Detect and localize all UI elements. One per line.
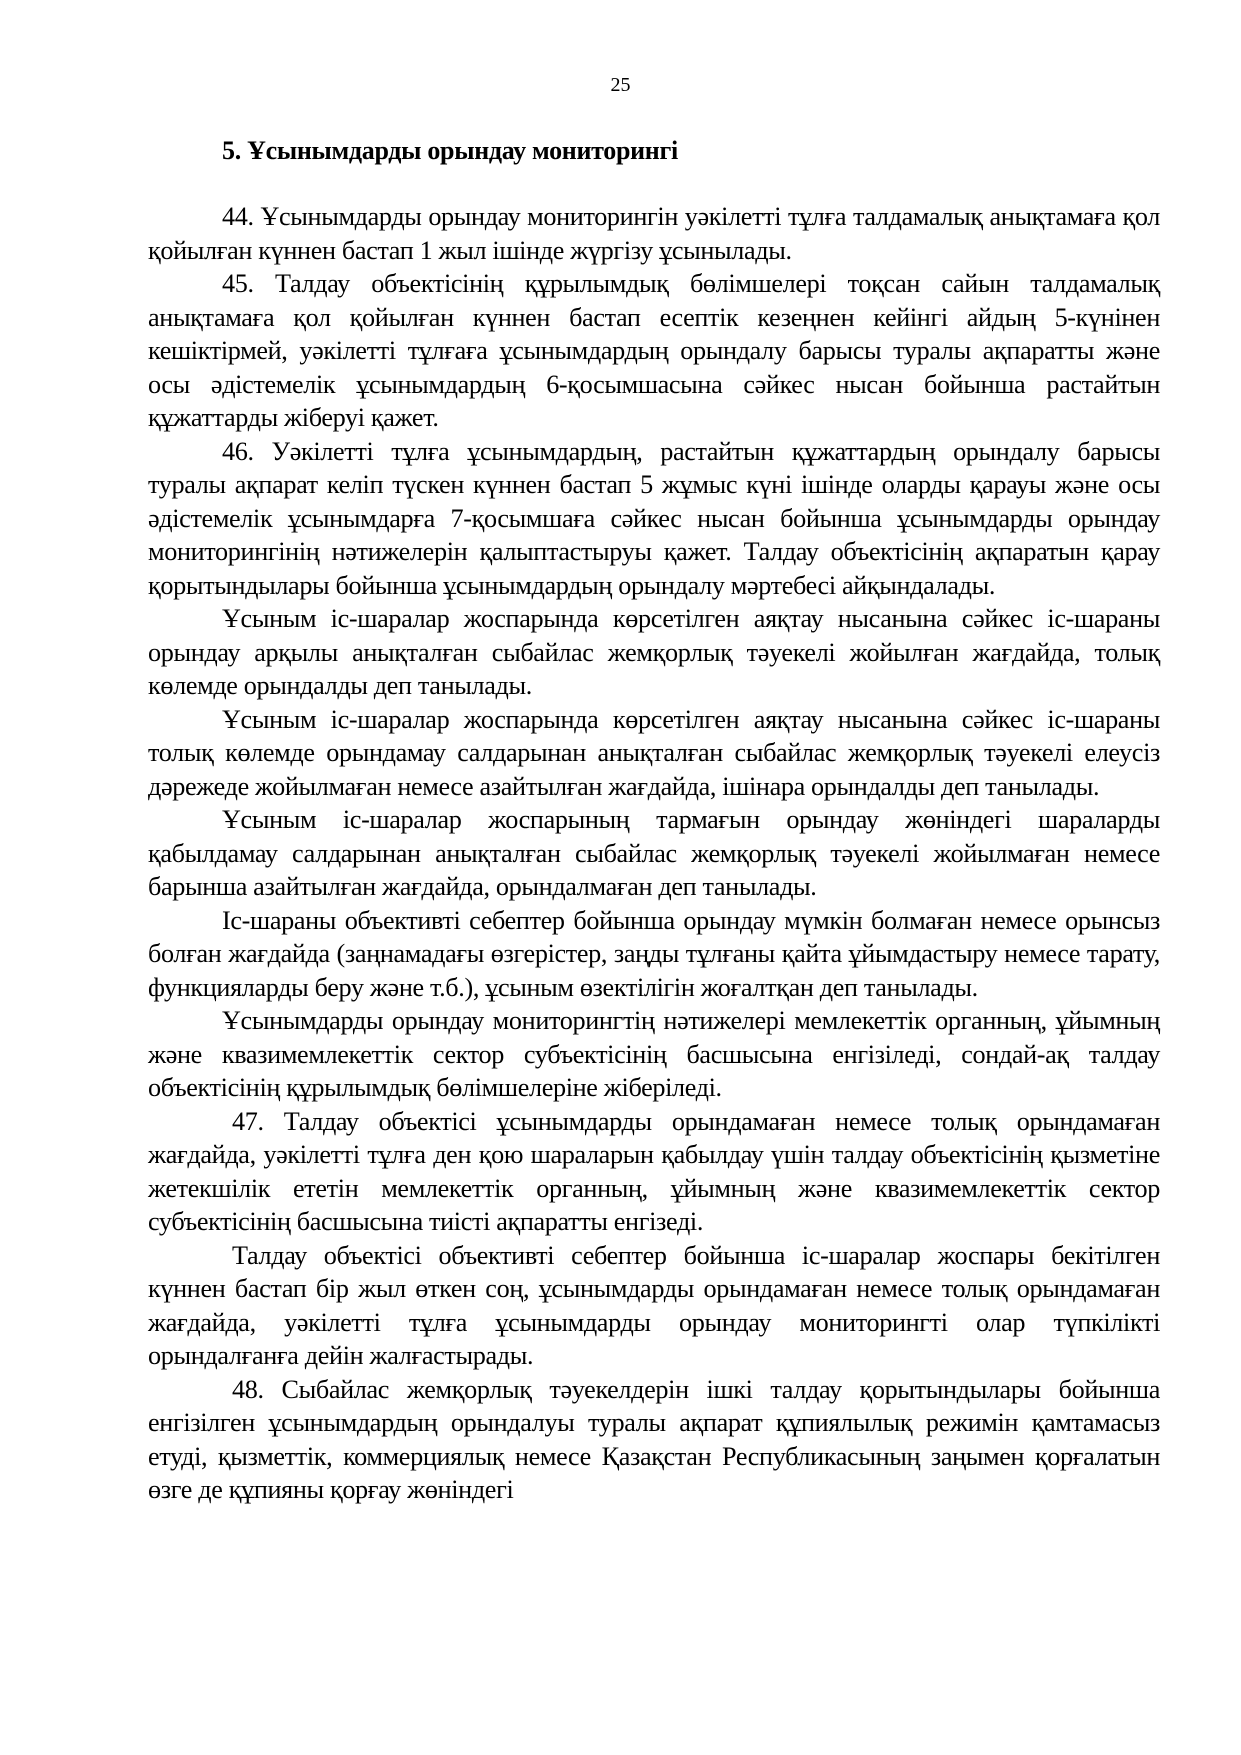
paragraph-lost-relevance: Іс-шараны объективті себептер бойынша орындау мүмкін болмаған немесе орынсыз болған жағдайда (заңнамадағы өзгерістер, заңды тұлғаны қайта ұйымдастыру немесе тарату, функцияларды беру және т.б.), ұсыным өзектілігін жоғалтқан деп танылады. (148, 905, 1160, 1002)
paragraph-45: 45. Талдау объектісінің құрылымдық бөлімшелері тоқсан сайын талдамалық анықтамаға қол қойылған күннен бастап есептік кезеңнен кейінгі айдың 5-күнінен кешіктірмей, уәкілетті тұлғаға ұсынымдардың орындалу барысы туралы ақпаратты және осы әдістемелік ұсынымдардың 6-қосымшасына сәйкес нысан бойынша растайтын құжаттарды жіберуі қажет. (148, 269, 1160, 432)
page-number: 25 (610, 74, 631, 96)
section-heading: 5. Ұсынымдарды орындау мониторингі (222, 136, 678, 165)
paragraph-48: 48. Сыбайлас жемқорлық тәуекелдерін ішкі талдау қорытындылары бойынша енгізілген ұсынымдардың орындалуы туралы ақпарат құпиялылық режимін қамтамасыз етуді, қызметтік, коммерциялық немесе Қазақстан Республикасының заңымен қорғалатын өзге де құпияны қорғау жөніндегі (148, 1374, 1160, 1504)
document-body (148, 200, 1160, 1507)
paragraph-continued-monitoring: Талдау объектісі объективті себептер бойынша іс-шаралар жоспары бекітілген күннен бастап бір жыл өткен соң, ұсынымдарды орындамаған немесе толық орындамаған жағдайда, уәкілетті тұлға ұсынымдарды орындау мониторингті олар түпкілікті орындалғанға дейін жалғастырады. (148, 1240, 1160, 1370)
paragraph-not-executed: Ұсыным іс-шаралар жоспарының тармағын орындау жөніндегі шараларды қабылдамау салдарынан анықталған сыбайлас жемқорлық тәуекелі жойылмаған немесе барынша азайтылған жағдайда, орындалмаған деп танылады. (148, 805, 1160, 901)
paragraph-46: 46. Уәкілетті тұлға ұсынымдардың, растайтын құжаттардың орындалу барысы туралы ақпарат келіп түскен күннен бастап 5 жұмыс күні ішінде оларды қарауы және осы әдістемелік ұсынымдарға 7-қосымшаға сәйкес нысан бойынша ұсынымдарды орындау мониторингінің нәтижелерін қалыптастыруы қажет. Талдау объектісінің ақпаратын қарау қорытындылары бойынша ұсынымдардың орындалу мәртебесі айқындалады. (148, 436, 1160, 600)
paragraph-44: 44. Ұсынымдарды орындау мониторингін уәкілетті тұлға талдамалық анықтамаға қол қойылған күннен бастап 1 жыл ішінде жүргізу ұсынылады. (148, 202, 1160, 265)
paragraph-47: 47. Талдау объектісі ұсынымдарды орындамаған немесе толық орындамаған жағдайда, уәкілетті тұлға ден қою шараларын қабылдау үшін талдау объектісінің қызметіне жетекшілік ететін мемлекеттік органның, ұйымның және квазимемлекеттік сектор субъектісінің басшысына тиісті ақпаратты енгізеді. (148, 1106, 1160, 1236)
paragraph-monitoring-results: Ұсынымдарды орындау мониторингтің нәтижелері мемлекеттік органның, ұйымның және квазимемлекеттік сектор субъектісінің басшысына енгізіледі, сондай-ақ талдау объектісінің құрылымдық бөлімшелеріне жіберіледі. (148, 1006, 1160, 1102)
paragraph-partially-executed: Ұсыным іс-шаралар жоспарында көрсетілген аяқтау нысанына сәйкес іс-шараны толық көлемде орындамау салдарынан анықталған сыбайлас жемқорлық тәуекелі елеусіз дәрежеде жойылмаған немесе азайтылған жағдайда, ішінара орындалды деп танылады. (148, 704, 1160, 801)
paragraph-fully-executed: Ұсыным іс-шаралар жоспарында көрсетілген аяқтау нысанына сәйкес іс-шараны орындау арқылы анықталған сыбайлас жемқорлық тәуекелі жойылған жағдайда, толық көлемде орындалды деп танылады. (148, 604, 1160, 700)
